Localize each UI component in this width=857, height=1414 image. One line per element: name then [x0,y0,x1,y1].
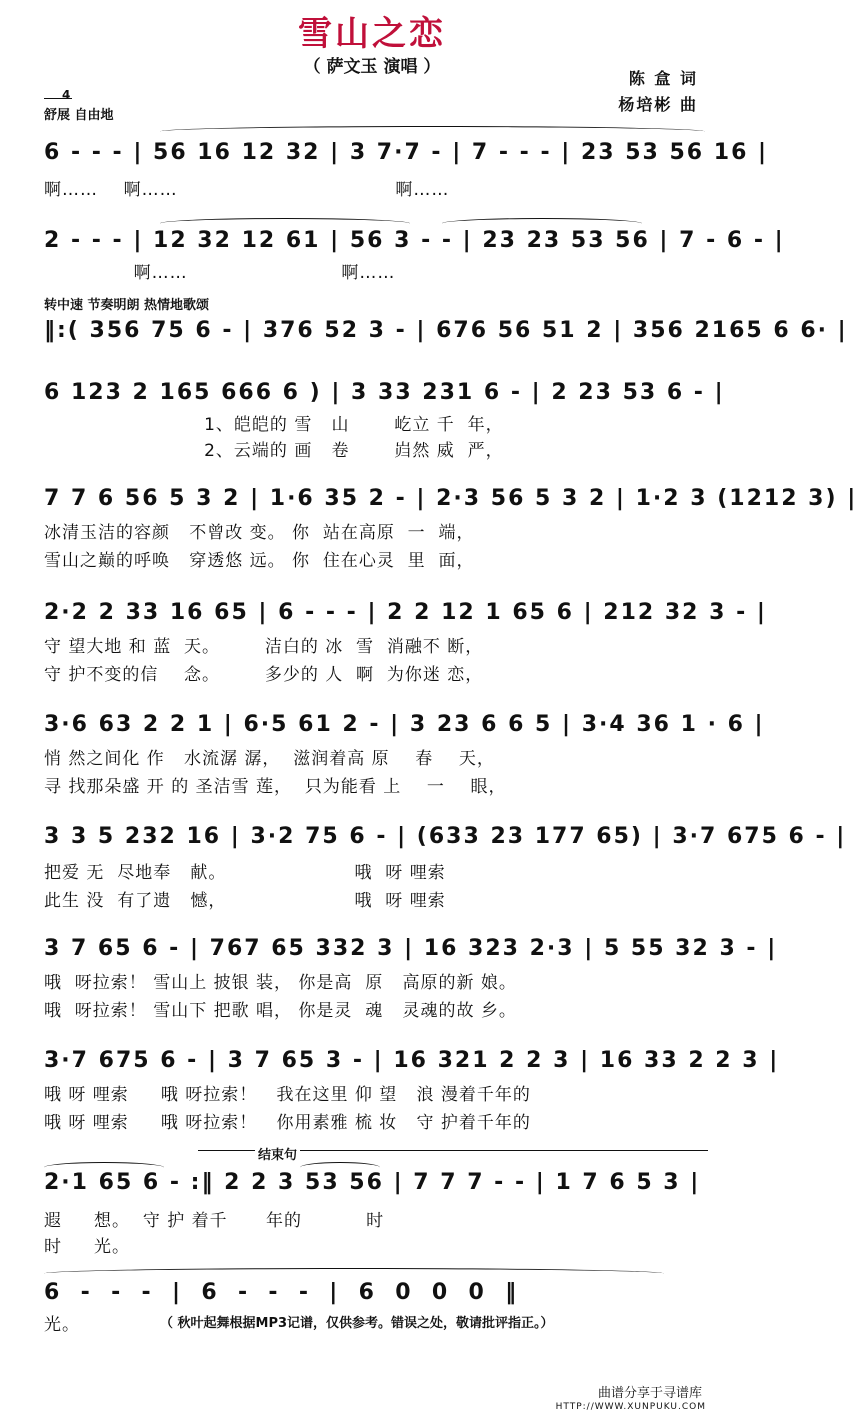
lyric-line-5b: 雪山之巅的呼唤 穿透悠 远。 你 住在心灵 里 面， [44,551,475,571]
singer-subtitle: （ 萨文玉 演唱 ） [303,57,441,77]
footer-url: HTTP://WWW.XUNPUKU.COM [555,1402,706,1412]
score-line-2: 2 - - - | 12 32 12 61 | 56 3 - - | 23 23 53 56 | 7 - 6 - | [44,228,785,253]
lyric-line-9b: 哦 呀拉索！ 雪山下 把歌 唱， 你是灵 魂 灵魂的故 乡。 [44,1001,517,1021]
score-line-3: ‖:( 356 75 6 - | 376 52 3 - | 676 56 51 2 | 356 2165 6 6· | [44,318,848,343]
score-line-12: 6 - - - | 6 - - - | 6 0 0 0 ‖ [44,1280,519,1305]
score-line-6: 2·2 2 33 16 65 | 6 - - - | 2 2 12 1 65 6 | 212 32 3 - | [44,600,767,625]
page-title: 雪山之恋 [298,14,446,54]
lyric-line-5a: 冰清玉洁的容颜 不曾改 变。 你 站在高原 一 端， [44,523,475,543]
lyric-line-11b: 时 光。 [44,1237,131,1257]
lyricist-credit: 陈 盒 词 [628,69,698,88]
tempo-marking-main: 转中速 节奏明朗 热情地歌颂 [44,298,210,313]
lyric-line-4b: 2、云端的 画 卷 岿然 威 严， [44,441,504,461]
score-line-5: 7 7 6 56 5 3 2 | 1·6 35 2 - | 2·3 56 5 3 2 | 1·2 3 (1212 3) | [44,486,857,511]
lyric-line-2: 啊…… 啊…… [44,263,396,283]
lyric-line-6a: 守 望大地 和 蓝 天。 洁白的 冰 雪 消融不 断， [44,637,484,657]
score-line-7: 3·6 63 2 2 1 | 6·5 61 2 - | 3 23 6 6 5 | 3·4 36 1 · 6 | [44,712,765,737]
score-line-8: 3 3 5 232 16 | 3·2 75 6 - | (633 23 177 65) | 3·7 675 6 - | [44,824,847,849]
score-line-1: 6 - - - | 56 16 12 32 | 3 7·7 - | 7 - - - | 23 53 56 16 | [44,140,769,165]
lyric-line-8a: 把爱 无 尽地奉 献。 哦 呀 哩索 [44,863,446,883]
composer-credit: 杨培彬 曲 [618,95,698,114]
lyric-line-12: 光。 [44,1315,80,1335]
lyric-line-11a: 遐 想。 守 护 着千 年的 时 [44,1211,385,1231]
ending-label: 结束句 [255,1144,300,1163]
lyric-line-8b: 此生 没 有了遗 憾， 哦 呀 哩索 [44,891,446,911]
score-line-10: 3·7 675 6 - | 3 7 65 3 - | 16 321 2 2 3 | 16 33 2 2 3 | [44,1048,780,1073]
score-line-4: 6 123 2 165 666 6 ) | 3 33 231 6 - | 2 23 53 6 - | [44,380,725,405]
time-signature: 4 [62,88,71,102]
lyric-line-10b: 哦 呀 哩索 哦 呀拉索！ 你用素雅 梳 妆 守 护着千年的 [44,1113,531,1133]
lyric-line-6b: 守 护不变的信 念。 多少的 人 啊 为你迷 恋， [44,665,484,685]
score-line-9: 3 7 65 6 - | 767 65 332 3 | 16 323 2·3 | 5 55 32 3 - | [44,936,778,961]
transcription-note: （ 秋叶起舞根据MP3记谱，仅供参考。错误之处，敬请批评指正。） [160,1316,554,1331]
lyric-line-9a: 哦 呀拉索！ 雪山上 披银 装， 你是高 原 高原的新 娘。 [44,973,517,993]
lyric-line-4a: 1、皑皑的 雪 山 屹立 千 年， [44,415,504,435]
lyric-line-7a: 悄 然之间化 作 水流潺 潺， 滋润着高 原 春 天， [44,749,495,769]
time-signature-line [44,98,72,99]
tempo-marking-intro: 舒展 自由地 [44,108,114,123]
footer-source: 曲谱分享于寻谱库 [597,1386,702,1401]
phrase-slur [44,1268,664,1279]
score-line-11: 2·1 65 6 - :‖ 2 2 3 53 56 | 7 7 7 - - | 1 7 6 5 3 | [44,1170,701,1195]
lyric-line-7b: 寻 找那朵盛 开 的 圣洁雪 莲， 只为能看 上 一 眼， [44,777,507,797]
phrase-slur [160,126,705,137]
lyric-line-10a: 哦 呀 哩索 哦 呀拉索！ 我在这里 仰 望 浪 漫着千年的 [44,1085,531,1105]
lyric-line-1: 啊…… 啊…… 啊…… [44,180,450,200]
